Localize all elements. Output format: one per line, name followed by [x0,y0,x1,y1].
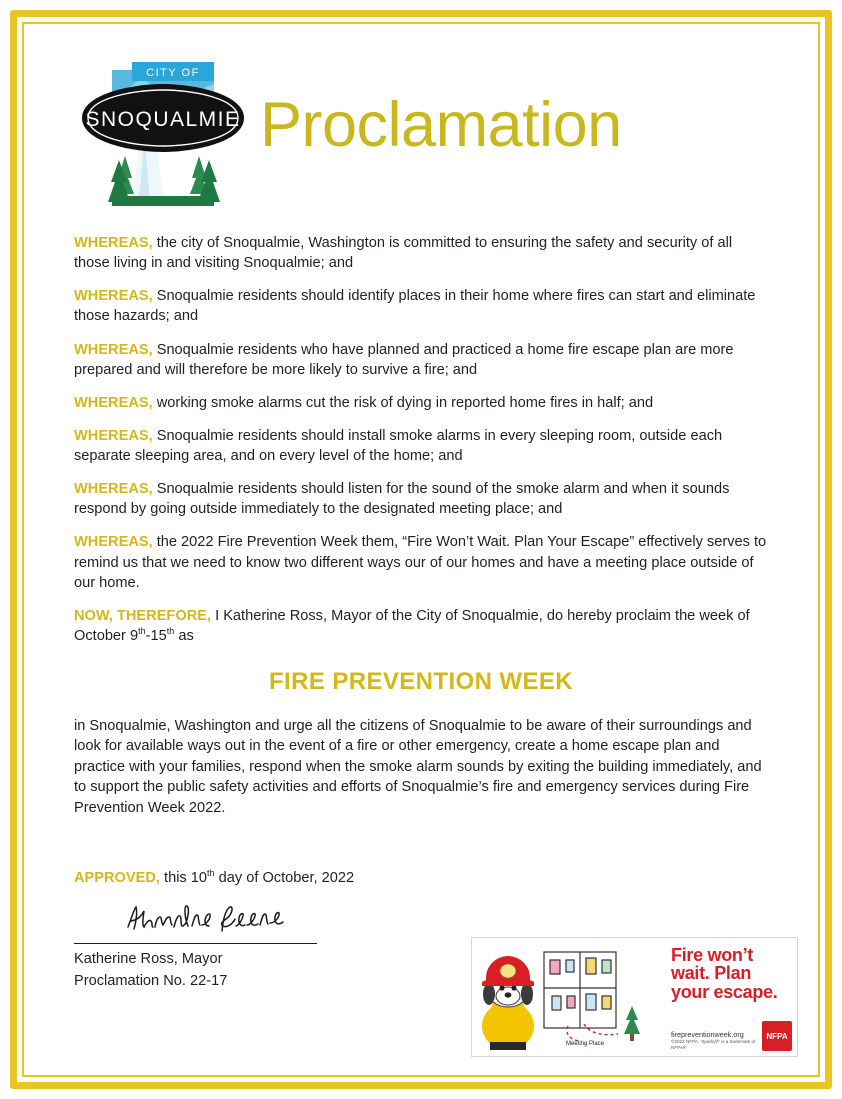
clause-text: Snoqualmie residents who have planned and practiced a home fire escape plan are more prepared and will therefore be more likely to survive a fire; and [74,341,734,378]
clause-text: Snoqualmie residents should install smoke alarms in every sleeping room, outside each separate sleeping area, and on every level of the home; and [74,427,723,464]
campaign-legal-text: ©2022 NFPA. ‘Sparky®’ is a trademark of NFPA® [671,1039,756,1050]
clause-lead: WHEREAS, [74,341,153,358]
now-therefore-paragraph [74,606,768,646]
clause-paragraph [74,479,768,519]
proclamation-number: Proclamation No. 22-17 [74,972,228,989]
now-therefore-lead: NOW, THEREFORE, [74,607,212,624]
clause-paragraph [74,233,768,273]
clause-text: Snoqualmie residents should listen for the sound of the smoke alarm and when it sounds respond by going outside immediately to the designated meeting place; and [74,481,730,518]
proclamation-heading: FIRE PREVENTION WEEK [268,668,574,695]
page-title: Proclamation [260,90,622,160]
clause-text: Snoqualmie residents should identify places in their home where fires can start and eliminate those hazards; and [74,288,756,325]
campaign-text [665,938,797,1056]
signature-line [74,943,317,944]
clause-lead: WHEREAS, [74,288,153,305]
date-ordinal-end: th [166,626,175,637]
campaign-headline-line3: your escape. [671,981,778,1002]
document-header [72,40,770,219]
signatory-name: Katherine Ross, Mayor [74,950,223,967]
meeting-place-label: Meeting Place [566,1041,605,1047]
approved-line [74,870,768,886]
clause-paragraph [74,393,768,413]
campaign-headline-line1: Fire won’t [671,945,753,965]
clause-text: the city of Snoqualmie, Washington is committed to ensuring the safety and security of all those living in and visiting Snoqualmie; and [74,235,733,272]
clause-lead: WHEREAS, [74,394,153,411]
approved-lead: APPROVED, [74,870,160,887]
approved-text: this 10 [159,870,208,887]
clause-paragraph [74,286,768,326]
clause-paragraph [74,532,768,592]
clause-text: working smoke alarms cut the risk of dying in reported home fires in half; and [152,394,654,411]
clause-lead: WHEREAS, [74,235,153,251]
now-therefore-text-tail: as [174,627,194,644]
clause-paragraph [74,426,768,466]
date-range-mid: -15 [145,627,167,644]
clause-lead: WHEREAS, [74,534,153,551]
nfpa-logo: NFPA [762,1021,792,1051]
city-seal-logo [72,44,254,212]
campaign-illustration [472,938,665,1056]
document-content [34,34,808,1065]
clause-lead: WHEREAS, [74,481,153,498]
now-therefore-text: I Katherine Ross, Mayor of the City of Snoqualmie, do hereby proclaim the week of October 9 [74,607,750,644]
campaign-headline-line2: wait. Plan [671,963,752,984]
svg-text:SNOQUALMIE: SNOQUALMIE [85,108,241,131]
handwritten-signature [122,901,292,939]
clause-lead: WHEREAS, [74,427,153,444]
clauses-container [72,233,770,993]
approved-ordinal: th [207,868,215,879]
closing-paragraph: in Snoqualmie, Washington and urge all the citizens of Snoqualmie to be aware of their surroundings and look for available ways out in the event of a fire or other emergency, create a home escape plan and practice with your families, respond when the smoke alarm sounds by exiting the building immediately, and to support the public safety activities and efforts of Snoqualmie’s fire and emergency services during Fire Prevention Week 2022. [74,718,762,816]
date-ordinal-start: th [138,626,146,637]
clause-paragraph [74,340,768,380]
clause-text: the 2022 Fire Prevention Week them, “Fire Won’t Wait. Plan Your Escape” effectively serves to remind us that we need to know two different ways our of our homes and have a meeting place outside of our home. [74,534,767,591]
campaign-url[interactable]: firepreventionweek.org [671,1030,744,1039]
approved-text-tail: day of October, 2022 [214,870,355,887]
svg-text:CITY OF: CITY OF [146,67,200,79]
fire-prevention-campaign-graphic [471,937,798,1057]
